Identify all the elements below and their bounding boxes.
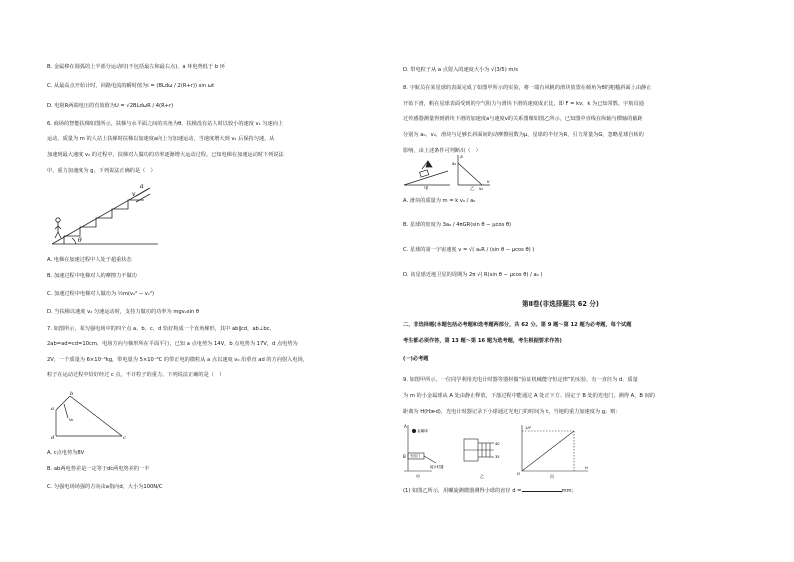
q9-caption-bing: 丙 xyxy=(550,474,554,479)
right-line-10: 二、非选择题(本题包括必考题和选考题两部分，共 62 分。第 9 题～第 12 题为必考题，每个试题 xyxy=(403,322,632,328)
right-line-1: 8. 宇航员在某星球的表面完成了如图甲所示的实验，将一端有风帆的滑块放置在倾角为θ的粗糙斜面上由静止 xyxy=(403,85,652,91)
right-line-4: 分别为 a₀、v₀，滑块与足够长斜面间的动摩擦因数为μ，星球的半径为R，引力常量为G，忽略星球自转的 xyxy=(403,132,644,138)
q9-label-gate: 光电门 xyxy=(410,454,421,458)
right-line-6: A. 滑块的质量为 m = k v₀ / a₀ xyxy=(403,198,476,204)
av-graph-caption: 乙 xyxy=(470,187,475,191)
right-line-13: 9. 如图甲所示，一位同学利用光电计时器等器材做“验证机械能守恒定律”的实验，有一直径为 d、质量 xyxy=(403,377,638,383)
right-line-2: 开始下滑，帆在星球表面受到的空气阻力与滑块下滑的速度成正比，即 F = kv，k 为已知常数。宇航员通 xyxy=(403,101,644,107)
section-title: 第Ⅱ卷(非选择题共 62 分) xyxy=(522,300,599,308)
trap-label-b: b xyxy=(70,391,74,397)
right-line-8: C. 星球的第一宇宙速度 v = √( a₀R / (sin θ − μcos θ) ) xyxy=(403,247,535,253)
slope-figure xyxy=(402,159,452,191)
q9-figures xyxy=(402,421,592,481)
q9-label-b: B xyxy=(403,454,406,459)
q9-label-timer: 接计时器 xyxy=(430,465,444,469)
q9-part1-text: (1) 如图乙所示，用螺旋测微器测得小球的直径 d = xyxy=(403,488,522,494)
right-line-14: 为 m 的小金属球从 A 处由静止释放，下落过程中能通过 A 处正下方、固定于 B 处的光电门，测得 A、B 间的 xyxy=(403,393,655,399)
av-graph xyxy=(452,153,492,191)
q9-caption-yi: 乙 xyxy=(480,474,484,479)
q9-mic-35: 35 xyxy=(495,455,500,459)
answer-blank xyxy=(522,486,562,492)
escalator-label-v: v xyxy=(132,191,136,198)
q9-caption-jia: 甲 xyxy=(416,474,420,479)
slope-caption: 甲 xyxy=(424,187,429,191)
right-line-11: 考生都必须作答，第 13 题～第 16 题为选考题，考生根据要求作答) xyxy=(403,338,562,344)
q9-part1-unit: mm； xyxy=(561,488,577,494)
q9-graph-o: O xyxy=(517,471,520,476)
left-line-4: 运动，质量为 m 的人站上扶梯时扶梯以加速度a向上匀加速运动，当速度增大到 v₂ 后保持匀速，从 xyxy=(47,136,275,142)
left-line-1: C. 从最高点开始计时，回路电流的瞬时值为i = (BLdω / 2(R+r)) sin ωt xyxy=(47,83,215,89)
trap-label-d: d xyxy=(51,435,55,440)
av-graph-axis-v: v xyxy=(487,180,490,185)
q9-graph-y: 1/t² xyxy=(525,426,532,430)
q9-mic-40: 40 xyxy=(495,442,500,446)
av-graph-axis-a: a xyxy=(460,155,463,160)
right-line-9: D. 该星球近地卫星的周期为 2π √( R(sin θ − μcos θ) / a₀ ) xyxy=(403,272,543,278)
escalator-label-a: a xyxy=(140,183,144,190)
right-line-16 xyxy=(403,486,577,495)
left-line-5: 加速到最大速度 v₂ 的过程中，扶梯对人做功的功率逐渐增大运动过程。已知电梯在加速运动时下列说法 xyxy=(47,152,284,158)
right-line-0: D. 带电粒子从 a 点射入的速度大小为 √(3/5) m/s xyxy=(403,67,518,73)
right-line-5: 影响，由上述条件可判断出（ ） xyxy=(403,148,481,154)
left-line-9: C. 加速过程中电梯对人做功为 ½m(v₂² − v₁²) xyxy=(47,291,155,297)
left-line-0: B. 金属棒在圆弧的上半部分运动时(不包括最左和最右点)，a 环电势低于 b 环 xyxy=(47,64,225,70)
q9-label-a: A xyxy=(404,424,407,429)
left-line-6: 中，重力加速度为 g，下列说法正确的是（ ） xyxy=(47,168,156,174)
trapezoid-figure xyxy=(50,388,130,440)
left-line-13: 2V，一个质量为 6×10⁻⁴kg，带电量为 5×10⁻⁶C 的带正电的微粒从 a 点以速度 v₀ 沿垂直 ad 的方向射入电场， xyxy=(47,357,308,363)
left-line-16: B. ab两电势差是一定等于dc两电势差的一半 xyxy=(47,466,150,472)
trap-label-v0: v₀ xyxy=(69,418,74,423)
left-line-10: D. 当扶梯以速度 v₂ 匀速运动时，支持力做功的功率为 mgv₂sin θ xyxy=(47,309,200,315)
left-line-8: B. 加速过程中电梯对人的摩擦力不做功 xyxy=(47,273,137,279)
right-line-3: 过传感器测量得到滑块下滑的加速度a与速度v的关系图像如图乙所示，已知图中直线在纵轴与横轴的截距 xyxy=(403,116,643,122)
left-line-11: 7. 如图所示，某匀强电场中的四个点 a、b、c、d 恰好构成一个直角梯形，其中 ab∥cd，ab⊥bc， xyxy=(47,326,275,332)
left-line-17: C. 匀强电场场强的方向由a指向d，大小为100N/C xyxy=(47,484,163,490)
q9-graph-x: H xyxy=(585,465,588,470)
trap-label-a: a xyxy=(51,406,54,412)
trap-label-c: c xyxy=(123,435,126,440)
left-line-12: 2ab=ad=cd=10cm，电场方向与梯形所在平面平行，已知 a 点电势为 14V，b 点电势为 17V，d 点电势为 xyxy=(47,341,298,347)
left-line-15: A. c点电势为8V xyxy=(47,450,85,456)
left-line-3: 6. 商场的智能扶梯如图所示，扶梯与水平面之间的夹角为θ，扶梯没有站人时以较小的速度 v₁ 匀速向上 xyxy=(47,121,284,127)
right-line-12: (一)必考题 xyxy=(403,356,429,362)
right-line-15: 距离为 H(H≫d)，光电计时器记录下小球通过光电门的时间为 t，当地的重力加速度为 g。则： xyxy=(403,409,621,415)
left-line-7: A. 电梯在加速过程中人处于超重状态 xyxy=(47,257,132,263)
right-line-7: B. 星球的密度为 3a₀ / 4πGR(sin θ − μcos θ) xyxy=(403,222,512,228)
left-line-2: D. 电阻R两端电压的有效值为U = √2BLdωR / 4(R+r) xyxy=(47,103,174,109)
q9-label-ball: 金属球 xyxy=(417,429,428,433)
av-graph-v0: v₀ xyxy=(479,186,483,191)
escalator-figure xyxy=(50,182,160,248)
av-graph-a0: a₀ xyxy=(452,161,457,166)
left-line-14: 粒子在运动过程中恰好经过 c 点，不计粒子的重力。下列说法正确的是（ ） xyxy=(47,372,225,378)
escalator-label-theta: θ xyxy=(78,237,82,244)
